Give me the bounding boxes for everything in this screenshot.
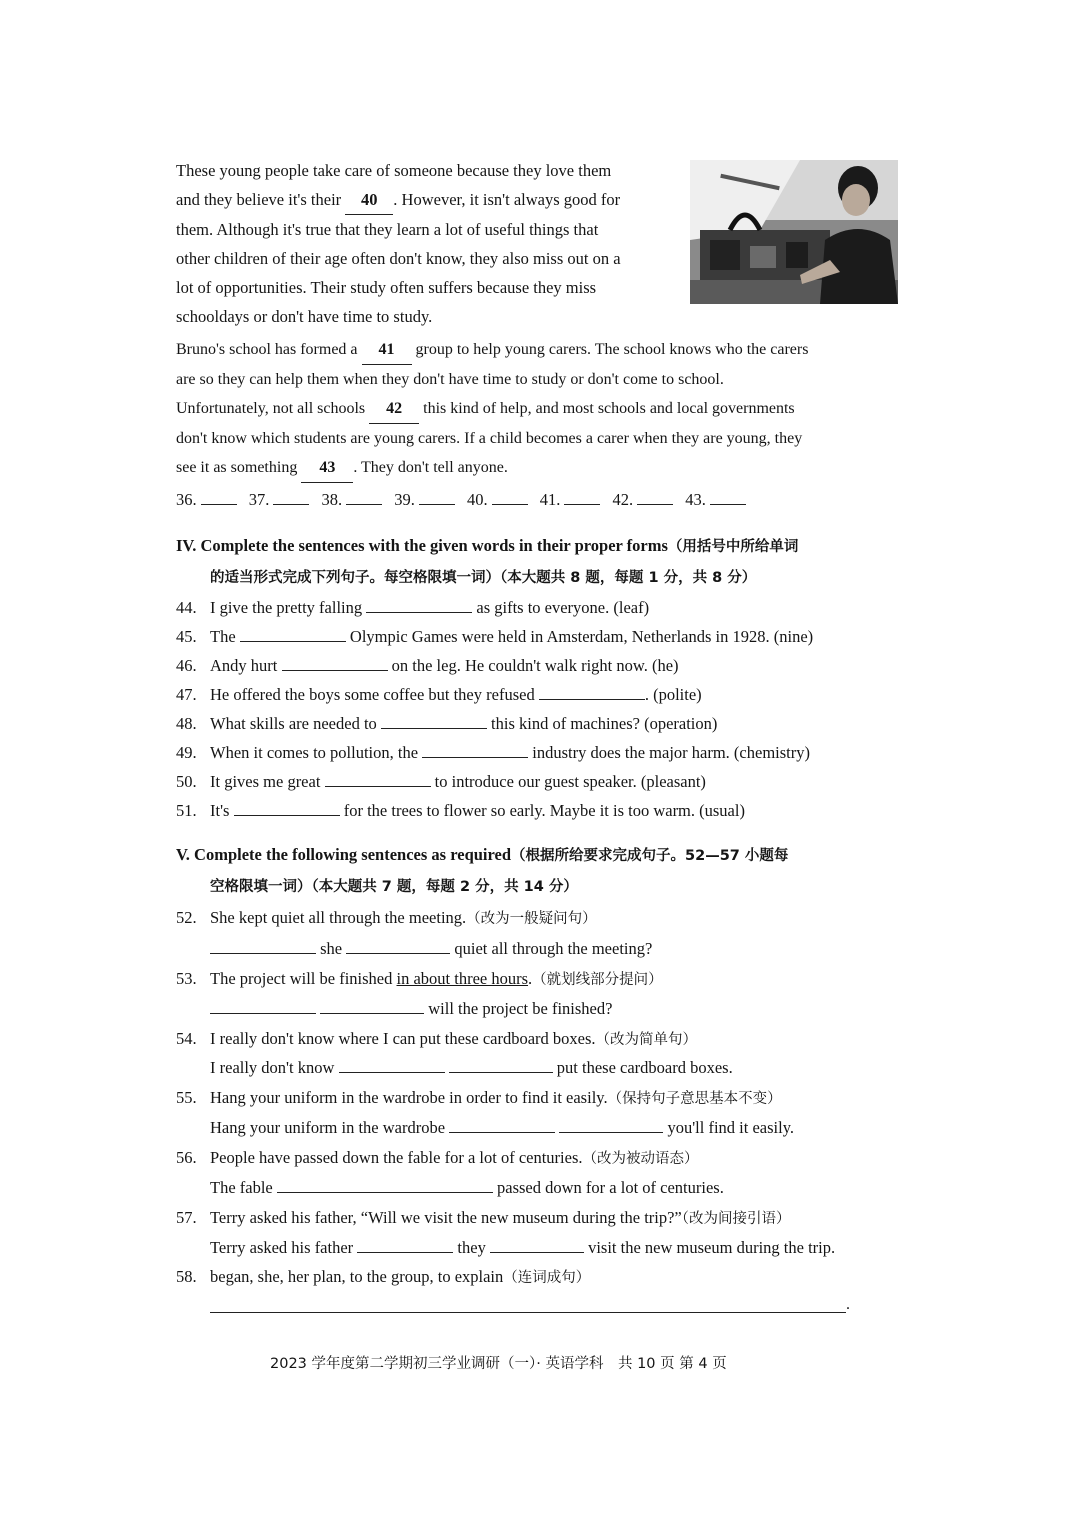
answer-blank[interactable] [277,1178,493,1193]
question-53: 53. The project will be finished in about three hours.（就划线部分提问） [176,969,663,988]
section-5-heading: V. Complete the following sentences as required（根据所给要求完成句子。52—57 小题每 空格限填一词）（本大题共 7 题，每题 2 分，共 14 分） [176,845,789,895]
question-48: 48. What skills are needed to this kind of machines? (operation) [176,714,718,733]
answer-blank[interactable] [234,801,340,816]
answer-blank[interactable] [357,1238,453,1253]
question-47: 47. He offered the boys some coffee but they refused . (polite) [176,685,702,704]
question-46: 46. Andy hurt on the leg. He couldn't walk right now. (he) [176,656,679,675]
question-45: 45. The Olympic Games were held in Amsterdam, Netherlands in 1928. (nine) [176,627,814,646]
answer-blank[interactable]: 37. [249,490,310,510]
answer-blank[interactable]: 43. [685,490,746,510]
passage-paragraph-2: Bruno's school has formed a 41 group to help young carers. The school knows who the carers are so they can help them when they don't have time to study or don't come to school. Unfortunately, not all schools 42 this kind of help, and most schools and local governments don't know which students are young carers. If a child becomes a carer when they are young, they see it as something 43 . They don't tell anyone. [176,335,808,483]
question-51: 51. It's for the trees to flower so early. Maybe it is too warm. (usual) [176,801,745,820]
answer-52: she quiet all through the meeting? [210,939,652,959]
passage-paragraph-1: These young people take care of someone because they love them and they believe it's their 40 . However, it isn't always good for them. Although it's true that they learn a lot of useful things that other children of their age often don't know, they also miss out on a lot of opportunities. Their study often suffers because they miss schooldays or don't have time to study. [176,161,621,326]
question-49: 49. When it comes to pollution, the industry does the major harm. (chemistry) [176,743,810,762]
answer-blank[interactable] [422,743,528,758]
blank-41: 41 [362,335,412,365]
passage-photo [690,160,898,304]
answer-blank[interactable] [490,1238,584,1253]
answer-blank[interactable] [282,656,388,671]
answer-57: Terry asked his father they visit the new museum during the trip. [210,1238,836,1257]
answer-blank[interactable] [339,1058,445,1073]
answer-blank[interactable] [381,714,487,729]
answer-row [176,490,754,510]
answer-blank[interactable] [366,598,472,613]
answer-54: I really don't know put these cardboard boxes. [210,1058,733,1077]
answer-blank[interactable] [449,1058,553,1073]
answer-blank[interactable] [449,1118,555,1133]
answer-blank[interactable]: 41. [540,490,601,510]
answer-blank[interactable] [320,999,424,1014]
answer-55: Hang your uniform in the wardrobe you'll find it easily. [210,1118,794,1137]
question-55: 55. Hang your uniform in the wardrobe in order to find it easily.（保持句子意思基本不变） [176,1088,782,1107]
answer-blank[interactable] [210,939,316,954]
answer-blank[interactable]: 39. [394,490,455,510]
question-54: 54. I really don't know where I can put these cardboard boxes.（改为简单句） [176,1029,698,1048]
answer-blank[interactable] [325,772,431,787]
answer-56: The fable passed down for a lot of centuries. [210,1178,724,1197]
answer-blank[interactable] [559,1118,663,1133]
answer-line-58[interactable] [210,1312,846,1313]
answer-blank[interactable] [346,939,450,954]
answer-blank[interactable] [210,999,316,1014]
answer-58-period: . [846,1296,850,1313]
answer-blank[interactable] [539,685,645,700]
page-footer: 2023 学年度第二学期初三学业调研（一）· 英语学科 共 10 页 第 4 页 [270,1356,727,1372]
question-50: 50. It gives me great to introduce our guest speaker. (pleasant) [176,772,706,791]
answer-blank[interactable]: 36. [176,490,237,510]
section-4-heading: IV. Complete the sentences with the given words in their proper forms（用括号中所给单词 的适当形式完成下列句子。每空格限填一词）（本大题共 8 题，每题 1 分，共 8 分） [176,536,799,586]
question-58: 58. began, she, her plan, to the group, to explain（连词成句） [176,1267,591,1286]
answer-blank[interactable]: 42. [613,490,674,510]
blank-42: 42 [369,394,419,424]
question-57: 57. Terry asked his father, “Will we visit the new museum during the trip?”（改为间接引语） [176,1208,791,1227]
question-52: 52. She kept quiet all through the meeting.（改为一般疑问句） [176,908,597,927]
blank-43: 43 [301,453,353,483]
answer-blank[interactable]: 40. [467,490,528,510]
blank-40: 40 [345,185,393,215]
question-44: 44. I give the pretty falling as gifts to everyone. (leaf) [176,598,650,617]
answer-blank[interactable]: 38. [322,490,383,510]
answer-blank[interactable] [240,627,346,642]
question-56: 56. People have passed down the fable for a lot of centuries.（改为被动语态） [176,1148,699,1167]
answer-53: will the project be finished? [210,999,612,1019]
